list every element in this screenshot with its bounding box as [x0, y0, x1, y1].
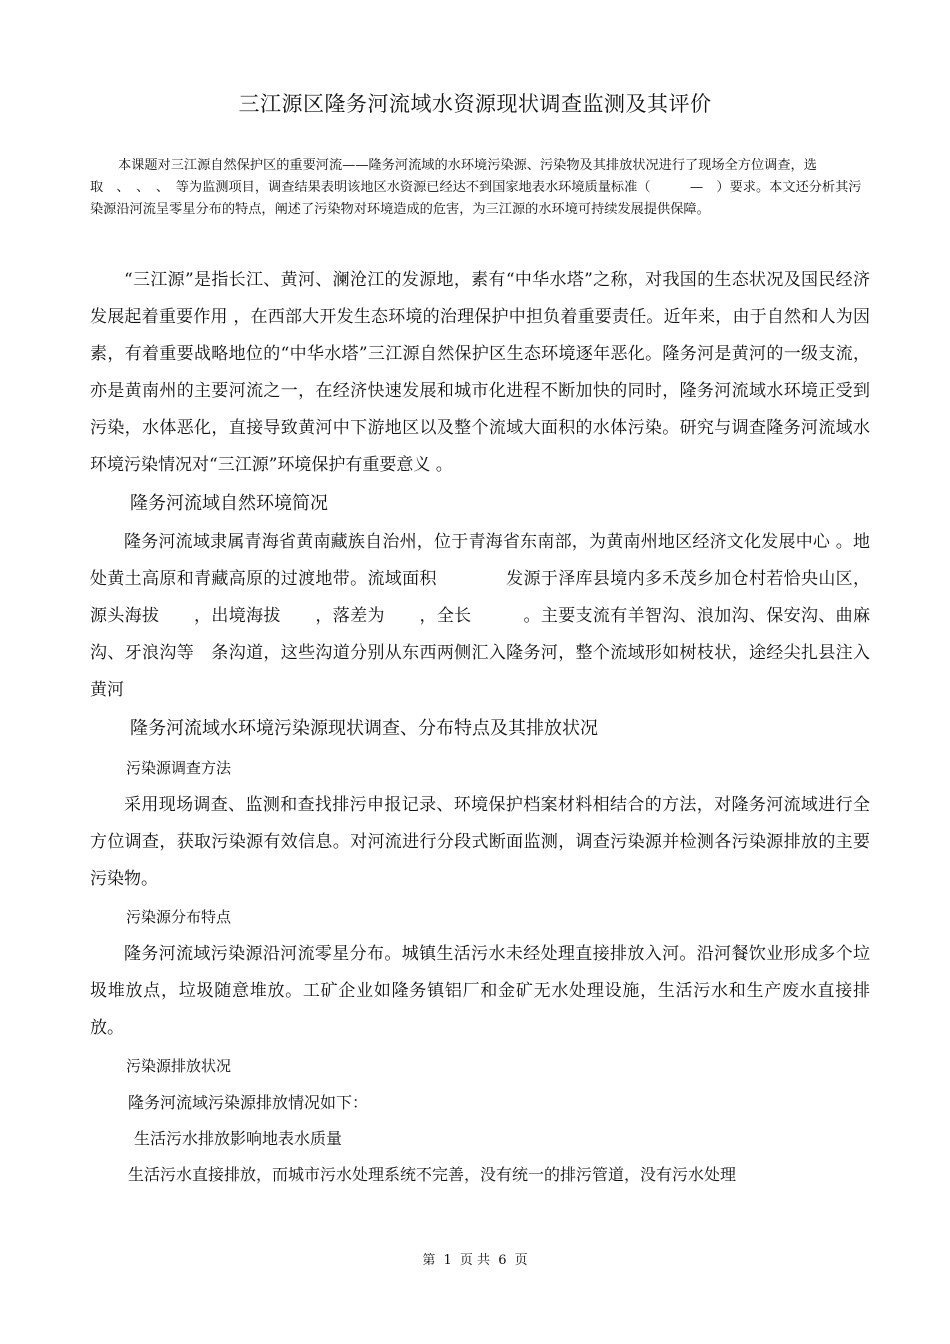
intro-paragraph: “三江源”是指长江、黄河、澜沧江的发源地，素有“中华水塔”之称，对我国的生态状况及国民经济发展起着重要作用 ，在西部大开发生态环境的治理保护中担负着重要责任。近年来，由于自然和人为因素，有着重要战略地位的“中华水塔”三江源自然保护区生态环境逐年恶化。隆务河是黄河的一级支流，亦是黄南州的主要河流之一，在经济快速发展和城市化进程不断加快的同时，隆务河流域水环境正受到污染，水体恶化，直接导致黄河中下游地区以及整个流域大面积的水体污染。研究与调查隆务河流域水环境污染情况对“三江源”环境保护有重要意义 。: [90, 270, 870, 475]
footer-total-pages: 6: [498, 1253, 507, 1268]
page-title: 三江源区隆务河流域水资源现状调查监测及其评价: [238, 92, 712, 116]
section1-paragraph: 隆务河流域隶属青海省黄南藏族自治州，位于青海省东南部，为黄南州地区经济文化发展中心 。地处黄土高原和青藏高原的过渡地带。流域面积 发源于泽库县境内多禾茂乡加仓村若恰央山区，源头海拔 ，出境海拔 ，落差为 ，全长 。主要支流有羊智沟、浪加沟、保安沟、曲麻沟、牙浪沟等 条沟道，这些沟道分别从东西两侧汇入隆务河，整个流域形如树枝状，途经尖扎县注入黄河: [90, 532, 870, 700]
footer-suffix: 页: [514, 1253, 528, 1268]
section2-heading: 隆务河流域水环境污染源现状调查、分布特点及其排放状况: [130, 718, 598, 739]
subsection-investigation-heading: 污染源调查方法: [126, 759, 232, 777]
section1-heading: 隆务河流域自然环境简况: [130, 493, 328, 514]
subsection-distribution-paragraph: 隆务河流域污染源沿河流零星分布。城镇生活污水未经处理直接排放入河。沿河餐饮业形成多个垃圾堆放点，垃圾随意堆放。工矿企业如隆务镇铝厂和金矿无水处理设施，生活污水和生产废水直接排放。: [90, 944, 870, 1038]
subsection-discharge-intro: 隆务河流域污染源排放情况如下：: [128, 1093, 369, 1112]
subsection-discharge-paragraph: 生活污水直接排放，而城市污水处理系统不完善，没有统一的排污管道，没有污水处理: [128, 1165, 737, 1184]
subsection-discharge-heading: 污染源排放状况: [126, 1057, 232, 1075]
footer-mid: 页 共: [459, 1253, 491, 1268]
abstract-text: 本课题对三江源自然保护区的重要河流——隆务河流域的水环境污染源、污染物及其排放状况进行了现场全方位调查，选取 、 、 、 等为监测项目，调查结果表明该地区水资源已经达不到国家地表水环境质量标准（ — ）要求。本文还分析其污染源沿河流呈零星分布的特点，阐述了污染物对环境造成的危害，为三江源的水环境可持续发展提供保障。: [90, 158, 862, 217]
abstract: [90, 155, 870, 221]
page-footer: [0, 1249, 950, 1268]
subsection-discharge-item: 生活污水排放影响地表水质量: [134, 1129, 343, 1148]
subsection-distribution-heading: 污染源分布特点: [126, 908, 232, 926]
subsection-investigation-paragraph: 采用现场调查、监测和查找排污申报记录、环境保护档案材料相结合的方法，对隆务河流域进行全方位调查，获取污染源有效信息。对河流进行分段式断面监测，调查污染源并检测各污染源排放的主要污染物。: [90, 795, 870, 889]
footer-page-number: 1: [443, 1253, 452, 1268]
footer-prefix: 第: [422, 1253, 436, 1268]
document-body: [90, 262, 870, 1193]
